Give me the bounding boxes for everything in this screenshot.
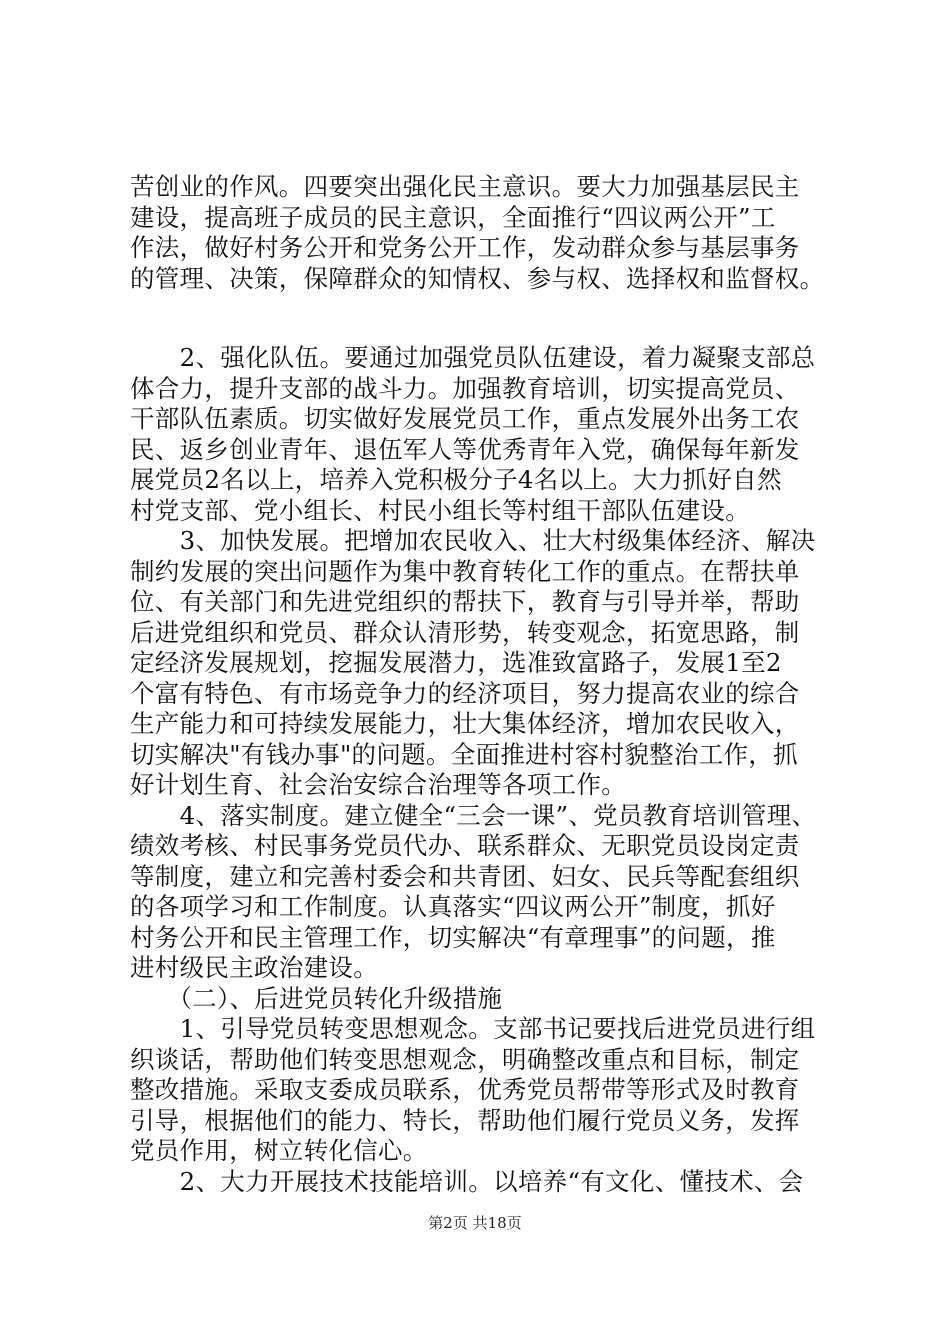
text-line: 等制度，建立和完善村委会和共青团、妇女、民兵等配套组织 bbox=[130, 861, 800, 891]
text-line: 绩效考核、村民事务党员代办、联系群众、无职党员设岗定责 bbox=[130, 831, 800, 860]
page-number-footer: 第2页 共18页 bbox=[428, 1214, 522, 1232]
text-line: 党员作用，树立转化信心。 bbox=[130, 1136, 428, 1165]
text-line: 切实解决"有钱办事"的问题。全面推进村容村貌整治工作，抓 bbox=[130, 739, 798, 769]
text-line: 4、落实制度。建立健全“三会一课”、党员教育培训管理、 bbox=[130, 800, 817, 830]
text-line: 1、引导党员转变思想观念。支部书记要找后进党员进行组 bbox=[130, 1014, 816, 1043]
text-line: 2、大力开展技术技能培训。以培养“有文化、懂技术、会 bbox=[130, 1166, 804, 1196]
text-line: 民、返乡创业青年、退伍军人等优秀青年入党，确保每年新发 bbox=[130, 434, 800, 464]
text-line: 定经济发展规划，挖掘发展潜力，选准致富路子，发展1至2 bbox=[130, 648, 782, 677]
text-line: 生产能力和可持续发展能力，壮大集体经济，增加农民收入， bbox=[130, 709, 800, 738]
text-line: 个富有特色、有市场竞争力的经济项目，努力提高农业的综合 bbox=[130, 678, 800, 708]
paragraph-gap bbox=[130, 294, 842, 343]
text-line: 干部队伍素质。切实做好发展党员工作，重点发展外出务工农 bbox=[130, 404, 800, 433]
text-line: 建设，提高班子成员的民主意识，全面推行“四议两公开”工 bbox=[130, 202, 776, 232]
text-line: 的管理、决策，保障群众的知情权、参与权、选择权和监督权。 bbox=[130, 263, 825, 293]
text-line: 3、加快发展。把增加农民收入、壮大村级集体经济、解决 bbox=[130, 526, 816, 555]
text-line: 制约发展的突出问题作为集中教育转化工作的重点。在帮扶单 bbox=[130, 556, 800, 586]
text-line: 作法，做好村务公开和党务公开工作，发动群众参与基层事务 bbox=[130, 233, 800, 262]
text-line: 织谈话，帮助他们转变思想观念，明确整改重点和目标，制定 bbox=[130, 1044, 800, 1074]
document-body bbox=[130, 172, 842, 1197]
text-line: 2、强化队伍。要通过加强党员队伍建设，着力凝聚支部总 bbox=[130, 343, 816, 372]
text-line: 后进党组织和党员、群众认清形势，转变观念，拓宽思路，制 bbox=[130, 617, 800, 647]
text-line: 的各项学习和工作制度。认真落实“四议两公开”制度，抓好 bbox=[130, 892, 776, 921]
text-line: 位、有关部门和先进党组织的帮扶下，教育与引导并举，帮助 bbox=[130, 587, 800, 616]
text-line: 整改措施。采取支委成员联系，优秀党员帮带等形式及时教育 bbox=[130, 1075, 800, 1104]
text-line: 展党员2名以上，培养入党积极分子4名以上。大力抓好自然 bbox=[130, 465, 782, 494]
text-line: 进村级民主政治建设。 bbox=[130, 953, 378, 982]
text-line: 村务公开和民主管理工作，切实解决“有章理事”的问题，推 bbox=[130, 922, 776, 952]
text-line: 体合力，提升支部的战斗力。加强教育培训，切实提高党员、 bbox=[130, 373, 800, 403]
text-line: 苦创业的作风。四要突出强化民主意识。要大力加强基层民主 bbox=[130, 172, 800, 201]
text-line: （二）、后进党员转化升级措施 bbox=[130, 983, 503, 1013]
text-line: 好计划生育、社会治安综合治理等各项工作。 bbox=[130, 770, 626, 799]
text-line: 村党支部、党小组长、村民小组长等村组干部队伍建设。 bbox=[130, 495, 750, 525]
text-line: 引导，根据他们的能力、特长，帮助他们履行党员义务，发挥 bbox=[130, 1105, 800, 1135]
